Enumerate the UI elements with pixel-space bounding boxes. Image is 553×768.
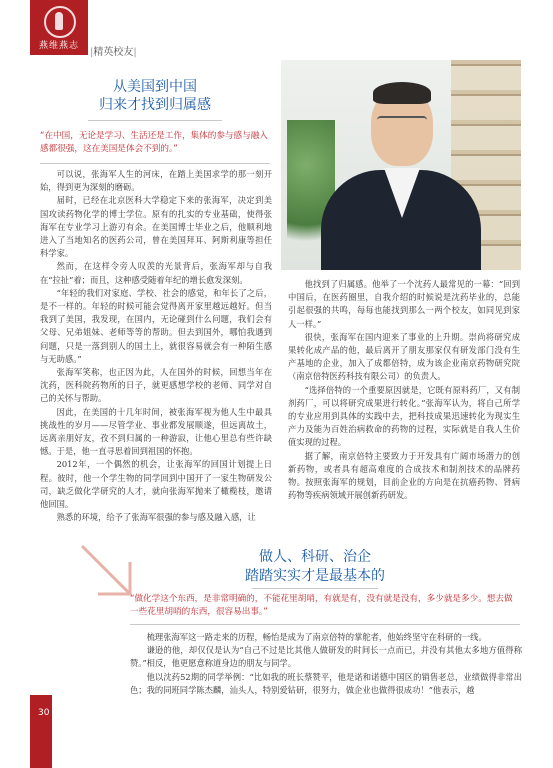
- article1-title-line2: 归来才找到归属感: [99, 97, 211, 113]
- article2-title-line1: 做人、科研、治企: [259, 549, 371, 565]
- paragraph: 谦逊的他，却仅仅是认为“自己不过是比其他人做研发的时间长一点而已，并没有其他太多地方值得称赞。”相反，他更愿意称道身边的朋友与同学。: [130, 645, 522, 669]
- paragraph: 2012年，一个偶然的机会，让张海军的回国计划提上日程。彼时，他一个学生物的同学回到中国开了一家生物研发公司，缺乏做化学研究的人才，就向张海军抛来了橄榄枝，邀请他回国。: [40, 459, 272, 510]
- paragraph: 熟悉的环境，给予了张海军很强的参与感及融入感，让: [56, 512, 256, 523]
- article1-left-column: [40, 168, 272, 524]
- paragraph: 很快，张海军在国内迎来了事业的上升期。崇尚将研究成果转化成产品的他，最后离开了朋友那家仅有研发部门没有生产基地的企业，加入了成都倍特，成为该企业南京药物研究院（南京倍特医药科技有限公司）的负责人。: [288, 331, 520, 382]
- portrait-photo: [281, 60, 521, 270]
- article2-title: [210, 548, 420, 586]
- article1-pull-quote: “在中国，无论是学习、生活还是工作，集体的参与感与融入感都很强，这在美国是体会不到的。”: [40, 131, 268, 154]
- article2-body: [130, 631, 522, 697]
- page-number: 30: [38, 708, 50, 718]
- arrow-decoration-icon: [78, 542, 138, 602]
- paragraph: 然而，在这样令旁人叹羡的光景背后，张海军却与自我在“拉扯”着；而且，这种感受随着年纪的增长愈发深刻。: [40, 261, 272, 285]
- title-divider: [88, 120, 222, 121]
- paragraph: 据了解，南京倍特主要致力于开发具有广阔市场潜力的创新药物，或者具有超高难度的合成技术和制剂技术的品牌药物。按照张海军的规划，目前企业的方向是在抗癌药物、肾病药物等疾病领域开展创新药研发。: [288, 450, 520, 501]
- paragraph: “选择倍特的一个重要原因就是，它既有原料药厂，又有制剂药厂，可以将研究成果进行转化。”张海军认为，将自己所学的专业应用到具体的实践中去，把科技成果迅速转化为现实生产力及能为百姓治病救命的药物的过程，实际就是自我人生价值实现的过程。: [288, 384, 520, 448]
- profile-logo-icon: [44, 6, 76, 38]
- paragraph: 届时，已经在北京医科大学稳定下来的张海军，决定到美国攻读药物化学的博士学位。原有的扎实的专业基础，使得张海军在专业学习上游刃有余。在美国博士毕业之后，他顺利地进入了当地知名的医药公司，曾在美国拜耳、阿斯利康等担任科学家。: [40, 195, 272, 259]
- quote-divider: [40, 163, 270, 164]
- quote2-divider: [130, 624, 520, 625]
- page-edge-strip: [30, 695, 52, 768]
- paragraph: 梳理张海军这一路走来的历程，畅怡是成为了南京倍特的掌舵者，他始终坚守在科研的一线。: [146, 632, 487, 642]
- article1-title: [40, 78, 270, 114]
- article1-right-column: [288, 278, 520, 502]
- paragraph: 张海军笑称，也正因为此，人在国外的时候，回想当年在沈药，医科院药物所的日子，就更感想学校的老师、同学对自己的关怀与帮助。: [40, 367, 272, 404]
- article1-title-line1: 从美国到中国: [113, 79, 197, 95]
- article2-pull-quote: “做化学这个东西，是非常明确的，不能花里胡哨，有就是有，没有就是没有，多少就是多少。想去做一些花里胡哨的东西，很容易出事。”: [130, 594, 513, 617]
- section-label: 精英校友: [93, 47, 134, 58]
- paragraph: 因此，在美国的十几年时间，被张海军视为他人生中最具挑战性的岁月——尽管学业、事业都发展顺遂，但远离故土，远离亲朋好友，孜不到归属的一种游寂，让他心里总有些许缺憾。于是，他一直寻思着回到祖国的怀抱。: [40, 406, 272, 457]
- title2-divider: [252, 588, 378, 589]
- paragraph: 他以沈药52期的同学举例：“比如我的班长蔡赞平，他是诺和诺德中国区的销售老总，业绩做得非常出色；我的同班同学陈杰麟，汕头人，特别爱钻研，很努力，做企业也做得很成功！”他表示，越: [130, 671, 522, 695]
- article2-title-line2: 踏踏实实才是最基本的: [245, 568, 385, 584]
- section-tag: |精英校友|: [90, 47, 137, 58]
- paragraph: “年轻的我们对家庭、学校、社会的感觉，和年长了之后，是不一样的。年轻的时候可能会觉得离开家里越远越好。但当我到了美国，我发现，在国内，无论碰到什么问题，我们会有父母、兄弟姐妹、老师等等的帮助。但去到国外，哪怕我遇到问题，只是一落到别人的国土上，就很容易就会有一种陌生感与无助感。”: [40, 287, 272, 364]
- paragraph: 可以说，张海军人生的河床，在踏上美国求学的那一刻开始，得到更为深刻的磨砺。: [40, 169, 272, 193]
- magazine-logo: [30, 0, 88, 55]
- logo-text: 燕维燕志: [38, 41, 79, 51]
- paragraph: 他找到了归属感。他举了一个沈药人最常见的一幕：“回到中国后，在医药圈里，自我介绍的时候说是沈药毕业的，总能引起很强的共鸣，每每也能找到那么一两个校友，如同见到家人一样。”: [288, 279, 520, 329]
